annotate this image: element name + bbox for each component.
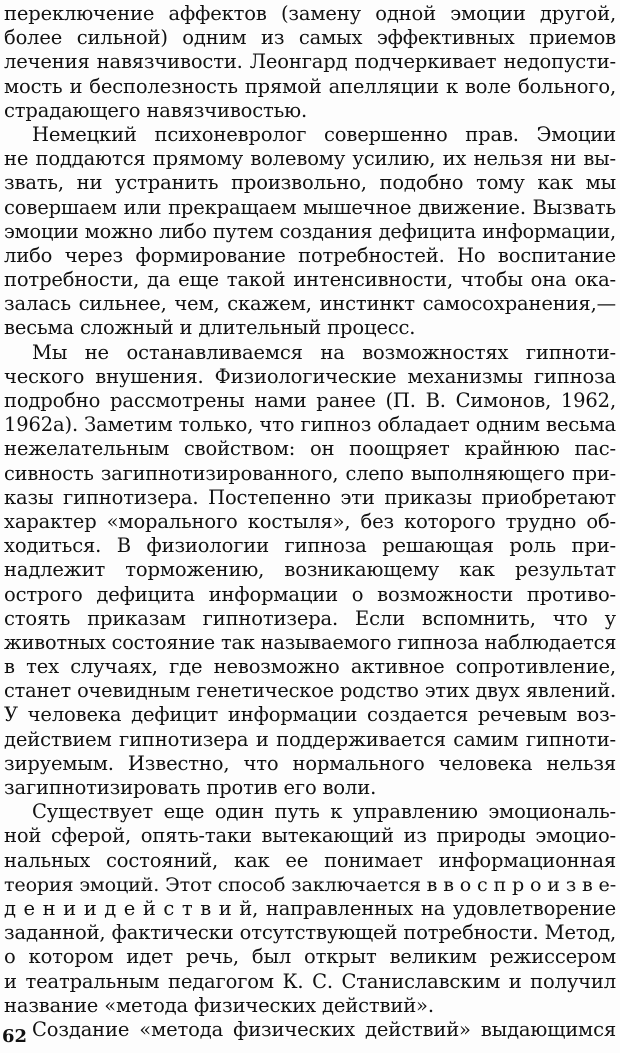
text-line: стоять приказам гипнотизера. Если вспомнить, что у: [4, 606, 616, 630]
text-line: страдающего навязчивостью.: [4, 98, 307, 122]
text-line: казы гипнотизера. Постепенно эти приказы приобретают: [4, 485, 616, 509]
text-line: не поддаются прямому волевому усилию, их нельзя ни вы-: [4, 147, 616, 171]
text-line: либо через формирование потребностей. Но воспитание: [4, 243, 616, 267]
text-line: совершаем или прекращаем мышечное движение. Вызвать: [4, 195, 616, 219]
text-line: весьма сложный и длительный процесс.: [4, 316, 416, 340]
text-line: Мы не останавливаемся на возможностях гипноти-: [32, 340, 616, 364]
text-line: ной сферой, опять-таки вытекающий из природы эмоцио-: [4, 824, 616, 848]
text-line: мость и бесполезность прямой апелляции к воле больного,: [4, 74, 616, 98]
text-line: надлежит торможению, возникающему как результат: [4, 558, 616, 582]
text-line: нальных состояний, как ее понимает информационная: [4, 848, 616, 872]
text-line: теория эмоций. Этот способ заключается в в о с п р о и з в е-: [4, 872, 616, 896]
text-line: Немецкий психоневролог совершенно прав. Эмоции: [32, 122, 616, 146]
text-line: Существует еще один путь к управлению эмоциональ-: [32, 800, 616, 824]
text-line: сивность загипнотизированного, слепо выполняющего при-: [4, 461, 616, 485]
text-line: ческого внушения. Физиологические механизмы гипноза: [4, 364, 616, 388]
text-line: в тех случаях, где невозможно активное сопротивление,: [4, 655, 616, 679]
text-line: звать, ни устранить произвольно, подобно тому как мы: [4, 171, 616, 195]
text-line: станет очевидным генетическое родство этих двух явлений.: [4, 679, 616, 703]
text-line: лечения навязчивости. Леонгард подчеркивает недопусти-: [4, 50, 616, 74]
text-line: нежелательным свойством: он поощряет крайнюю пас-: [4, 437, 616, 461]
body-text: [4, 2, 616, 1042]
text-line: загипнотизировать против его воли.: [4, 776, 377, 799]
page-number: 62: [2, 1026, 28, 1047]
text-line: залась сильнее, чем, скажем, инстинкт самосохранения,—: [4, 292, 616, 316]
text-line: животных состояние так называемого гипноза наблюдается: [4, 630, 616, 654]
text-line: д е н и и д е й с т в и й, направленных на удовлетворение: [4, 896, 616, 920]
text-line: зируемым. Известно, что нормального человека нельзя: [4, 751, 616, 775]
text-line: название «метода физических действий».: [4, 993, 434, 1017]
text-line: о котором идет речь, был открыт великим режиссером: [4, 945, 616, 969]
text-line: эмоции можно либо путем создания дефицита информации,: [4, 219, 616, 243]
text-line: 1962а). Заметим только, что гипноз обладает одним весьма: [4, 413, 616, 437]
text-line: более сильной) одним из самых эффективных приемов: [4, 26, 616, 50]
text-line: заданной, фактически отсутствующей потребности. Метод,: [4, 921, 616, 945]
text-line: ходиться. В физиологии гипноза решающая роль при-: [4, 534, 616, 558]
text-line: и театральным педагогом К. С. Станиславским и получил: [4, 969, 616, 993]
text-line: подробно рассмотрены нами ранее (П. В. Симонов, 1962,: [4, 389, 616, 412]
text-line: Создание «метода физических действий» выдающимся: [32, 1017, 616, 1041]
text-line: переключение аффектов (замену одной эмоции другой,: [4, 2, 616, 25]
text-line: потребности, да еще такой интенсивности, чтобы она ока-: [4, 268, 616, 292]
text-line: действием гипнотизера и поддерживается самим гипноти-: [4, 727, 616, 751]
text-line: У человека дефицит информации создается речевым воз-: [4, 703, 616, 727]
text-line: острого дефицита информации о возможности противо-: [4, 582, 616, 606]
text-line: характер «морального костыля», без которого трудно об-: [4, 509, 616, 533]
